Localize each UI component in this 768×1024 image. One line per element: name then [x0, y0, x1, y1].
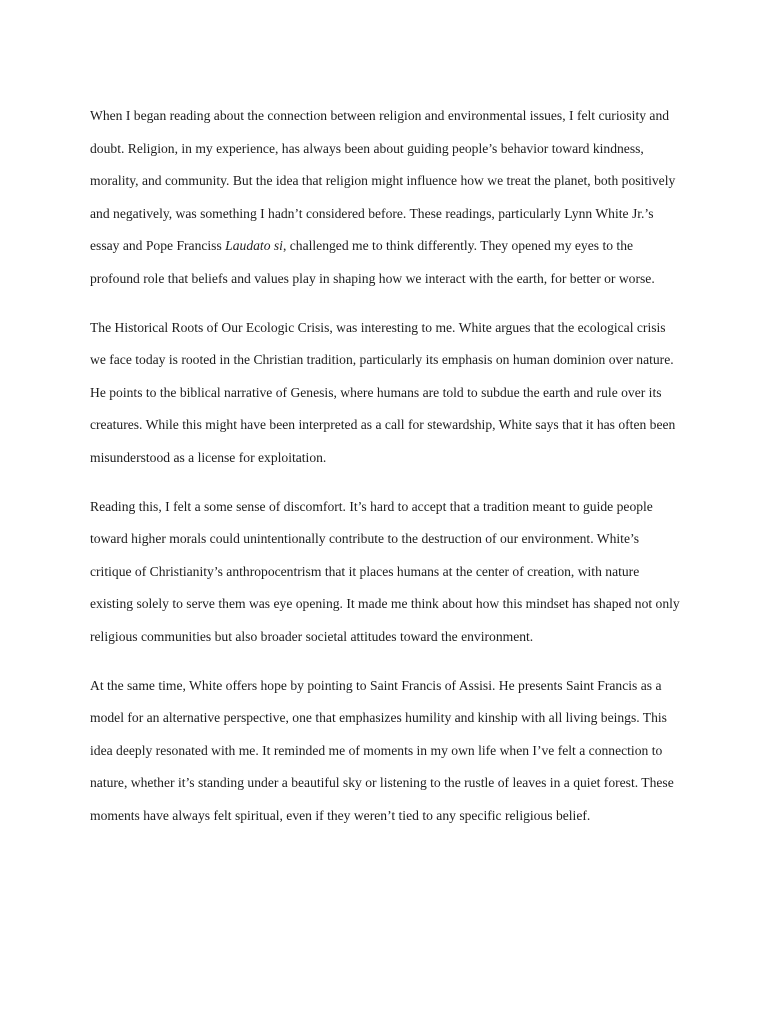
paragraph-4-text: At the same time, White offers hope by pointing to Saint Francis of Assisi. He presents Saint Francis as a model for an alternative perspective, one that emphasizes humility and kinship with all living beings. This idea deeply resonated with me. It reminded me of moments in my own life when I’ve felt a connection to nature, whether it’s standing under a beautiful sky or listening to the rustle of leaves in a quiet forest. These moments have always felt spiritual, even if they weren’t tied to any specific religious belief.: [90, 677, 674, 823]
paragraph-1-text-b: , challenged me to think differently. They opened my eyes to the profound role that beliefs and values play in shaping how we interact with the earth, for better or worse.: [90, 238, 655, 286]
paragraph-3-text: Reading this, I felt a some sense of discomfort. It’s hard to accept that a tradition meant to guide people toward higher morals could unintentionally contribute to the destruction of our environment. White’s critique of Christianity’s anthropocentrism that it places humans at the center of creation, with nature existing solely to serve them was eye opening. It made me think about how this mindset has shaped not only religious communities but also broader societal attitudes toward the environment.: [90, 498, 680, 644]
paragraph-1-title-italic: Laudato si: [225, 238, 283, 254]
paragraph-1: [90, 100, 680, 296]
document-body: [90, 100, 680, 848]
paragraph-4: [90, 670, 680, 833]
paragraph-2-text: The Historical Roots of Our Ecologic Crisis, was interesting to me. White argues that the ecological crisis we face today is rooted in the Christian tradition, particularly its emphasis on human dominion over nature. He points to the biblical narrative of Genesis, where humans are told to subdue the earth and rule over its creatures. While this might have been interpreted as a call for stewardship, White says that it has often been misunderstood as a license for exploitation.: [90, 319, 676, 465]
paragraph-2: [90, 312, 680, 475]
paragraph-1-text-a: When I began reading about the connection between religion and environmental issues, I felt curiosity and doubt. Religion, in my experience, has always been about guiding people’s behavior toward kindness, morality, and community. But the idea that religion might influence how we treat the planet, both positively and negatively, was something I hadn’t considered before. These readings, particularly Lynn White Jr.’s essay and Pope Franciss: [90, 108, 676, 254]
paragraph-3: [90, 491, 680, 654]
